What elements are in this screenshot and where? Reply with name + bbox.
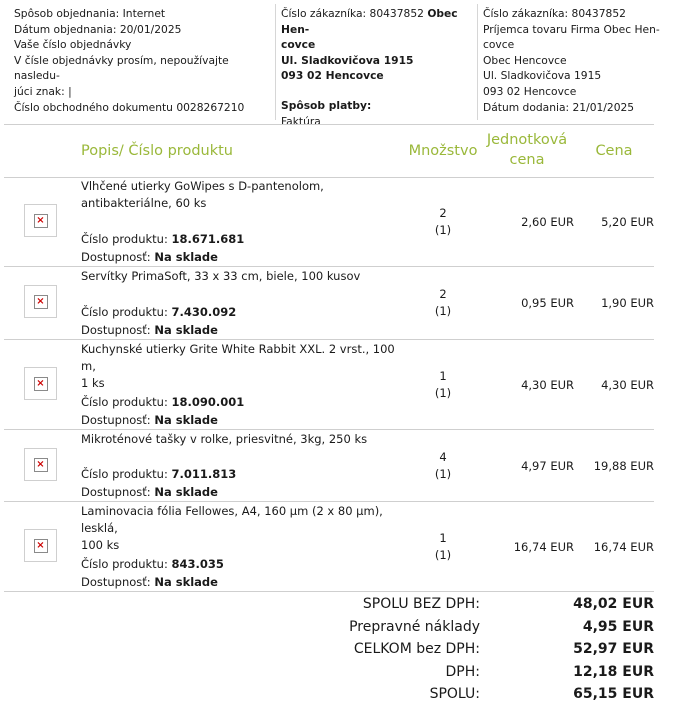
product-number	[81, 304, 236, 322]
unit-price-header-line2: cena	[509, 152, 545, 168]
table-top-rule	[4, 124, 654, 125]
total-value-grand: 65,15 EUR	[573, 686, 654, 702]
total-value-subtotal: 52,97 EUR	[573, 641, 654, 657]
product-image[interactable]	[24, 204, 57, 237]
description-line: Mikroténové tašky v rolke, priesvitné, 3kg, 250 ks	[81, 432, 368, 446]
quantity-sub: (1)	[434, 223, 452, 237]
quantity-value: 1	[439, 531, 447, 545]
quantity	[408, 205, 478, 239]
billing-info	[281, 6, 477, 129]
product-number-label: Číslo produktu:	[81, 467, 172, 481]
recipient: Príjemca tovaru Firma Obec Hen-	[483, 22, 660, 36]
broken-image-icon: ×	[34, 458, 48, 472]
total-value-vat: 12,18 EUR	[573, 664, 654, 680]
total-label-subtotal: CELKOM bez DPH:	[353, 641, 480, 657]
broken-image-icon: ×	[34, 539, 48, 553]
quantity-sub: (1)	[434, 548, 452, 562]
product-description	[81, 431, 411, 448]
order-number-note: V čísle objednávky prosím, nepoužívajte nasledu-	[14, 53, 229, 83]
product-number-label: Číslo produktu:	[81, 557, 172, 571]
product-meta	[81, 231, 244, 266]
customer-line	[281, 6, 477, 37]
quantity-value: 2	[439, 206, 447, 220]
table-row	[4, 268, 654, 340]
column-header-quantity: Množstvo	[408, 143, 478, 159]
product-meta	[81, 556, 224, 591]
product-image[interactable]	[24, 448, 57, 481]
quantity	[408, 449, 478, 483]
order-number-note-cont: júci znak: |	[14, 84, 72, 98]
broken-image-icon: ×	[34, 295, 48, 309]
product-meta	[81, 466, 236, 501]
total-label-grand: SPOLU:	[429, 686, 480, 702]
quantity	[408, 368, 478, 402]
payment-method-label: Spôsob platby:	[281, 98, 372, 112]
quantity	[408, 530, 478, 564]
delivery-city: 093 02 Hencovce	[483, 84, 577, 98]
product-description	[81, 503, 411, 554]
availability-label: Dostupnosť:	[81, 484, 155, 499]
product-description	[81, 268, 411, 285]
product-meta	[81, 304, 236, 339]
availability-label: Dostupnosť:	[81, 322, 155, 337]
quantity	[408, 286, 478, 320]
product-image[interactable]	[24, 367, 57, 400]
total-value-shipping: 4,95 EUR	[582, 619, 654, 635]
table-row	[4, 178, 654, 267]
product-number-value: 18.671.681	[171, 232, 245, 246]
column-header-description: Popis/ Číslo produktu	[81, 143, 233, 159]
unit-price-header-line1: Jednotková	[486, 132, 568, 148]
description-line: Servítky PrimaSoft, 33 x 33 cm, biele, 100 kusov	[81, 269, 361, 283]
order-date: Dátum objednania: 20/01/2025	[14, 22, 182, 36]
payment-method-value: Faktúra	[281, 114, 321, 128]
availability-label: Dostupnosť:	[81, 574, 155, 589]
product-number-value: 7.011.813	[171, 467, 237, 481]
customer-name: Obec Hen-	[281, 7, 458, 36]
availability-value: Na sklade	[154, 249, 218, 264]
line-price: 5,20 EUR	[601, 215, 654, 229]
availability	[81, 322, 236, 340]
availability-value: Na sklade	[154, 322, 218, 337]
delivery-name: Obec Hencovce	[483, 53, 567, 67]
table-row	[4, 341, 654, 430]
customer-number: Číslo zákazníka: 80437852	[281, 7, 428, 20]
delivery-info	[483, 6, 663, 115]
product-number	[81, 556, 224, 574]
total-label-vat: DPH:	[445, 664, 480, 680]
recipient-cont: covce	[483, 38, 515, 52]
quantity-value: 4	[439, 450, 447, 464]
billing-street: Ul. Sladkovičova 1915	[281, 53, 414, 67]
product-meta	[81, 394, 244, 429]
business-document-number: Číslo obchodného dokumentu 0028267210	[14, 100, 245, 114]
unit-price: 0,95 EUR	[521, 296, 574, 310]
product-number-value: 18.090.001	[171, 395, 245, 409]
line-price: 19,88 EUR	[593, 459, 654, 473]
billing-city: 093 02 Hencovce	[281, 69, 384, 83]
quantity-sub: (1)	[434, 304, 452, 318]
product-number	[81, 231, 244, 249]
product-number-value: 7.430.092	[171, 305, 237, 319]
customer-name-cont: covce	[281, 38, 316, 52]
total-value-net: 48,02 EUR	[573, 596, 654, 612]
column-divider	[477, 4, 478, 120]
product-image[interactable]	[24, 285, 57, 318]
product-number-value: 843.035	[171, 557, 224, 571]
product-number-label: Číslo produktu:	[81, 232, 172, 246]
product-description	[81, 178, 411, 212]
description-line: Laminovacia fólia Fellowes, A4, 160 µm (2 x 80 µm), lesklá,	[81, 504, 383, 535]
quantity-value: 2	[439, 287, 447, 301]
line-price: 1,90 EUR	[601, 296, 654, 310]
description-line: Kuchynské utierky Grite White Rabbit XXL. 2 vrst., 100 m,	[81, 342, 395, 373]
unit-price: 4,97 EUR	[521, 459, 574, 473]
unit-price: 16,74 EUR	[513, 540, 574, 554]
product-image[interactable]	[24, 529, 57, 562]
availability-value: Na sklade	[154, 412, 218, 427]
product-number-label: Číslo produktu:	[81, 305, 172, 319]
broken-image-icon: ×	[34, 214, 48, 228]
delivery-street: Ul. Sladkovičova 1915	[483, 69, 602, 83]
availability	[81, 574, 224, 592]
unit-price: 4,30 EUR	[521, 378, 574, 392]
table-row	[4, 431, 654, 502]
column-header-unit-price	[482, 130, 572, 170]
availability-label: Dostupnosť:	[81, 249, 155, 264]
product-number	[81, 394, 244, 412]
your-order-number: Vaše číslo objednávky	[14, 38, 132, 52]
broken-image-icon: ×	[34, 377, 48, 391]
product-number-label: Číslo produktu:	[81, 395, 172, 409]
availability-label: Dostupnosť:	[81, 412, 155, 427]
delivery-customer-number: Číslo zákazníka: 80437852	[483, 7, 626, 20]
delivery-date: Dátum dodania: 21/01/2025	[483, 100, 635, 114]
description-line: 1 ks	[81, 376, 105, 390]
availability-value: Na sklade	[154, 484, 218, 499]
product-description	[81, 341, 411, 392]
quantity-value: 1	[439, 369, 447, 383]
line-price: 16,74 EUR	[593, 540, 654, 554]
availability	[81, 484, 236, 502]
line-price: 4,30 EUR	[601, 378, 654, 392]
unit-price: 2,60 EUR	[521, 215, 574, 229]
order-info	[14, 6, 272, 115]
description-line: 100 ks	[81, 538, 120, 552]
quantity-sub: (1)	[434, 467, 452, 481]
description-line: antibakteriálne, 60 ks	[81, 196, 207, 210]
total-label-net: SPOLU BEZ DPH:	[362, 596, 480, 612]
availability-value: Na sklade	[154, 574, 218, 589]
order-method: Spôsob objednania: Internet	[14, 7, 166, 20]
availability	[81, 249, 244, 267]
column-header-price: Cena	[595, 143, 633, 159]
description-line: Vlhčené utierky GoWipes s D-pantenolom,	[81, 179, 324, 193]
quantity-sub: (1)	[434, 386, 452, 400]
availability	[81, 412, 244, 430]
table-row	[4, 503, 654, 592]
total-label-shipping: Prepravné náklady	[349, 619, 480, 635]
column-divider	[275, 4, 276, 120]
product-number	[81, 466, 236, 484]
